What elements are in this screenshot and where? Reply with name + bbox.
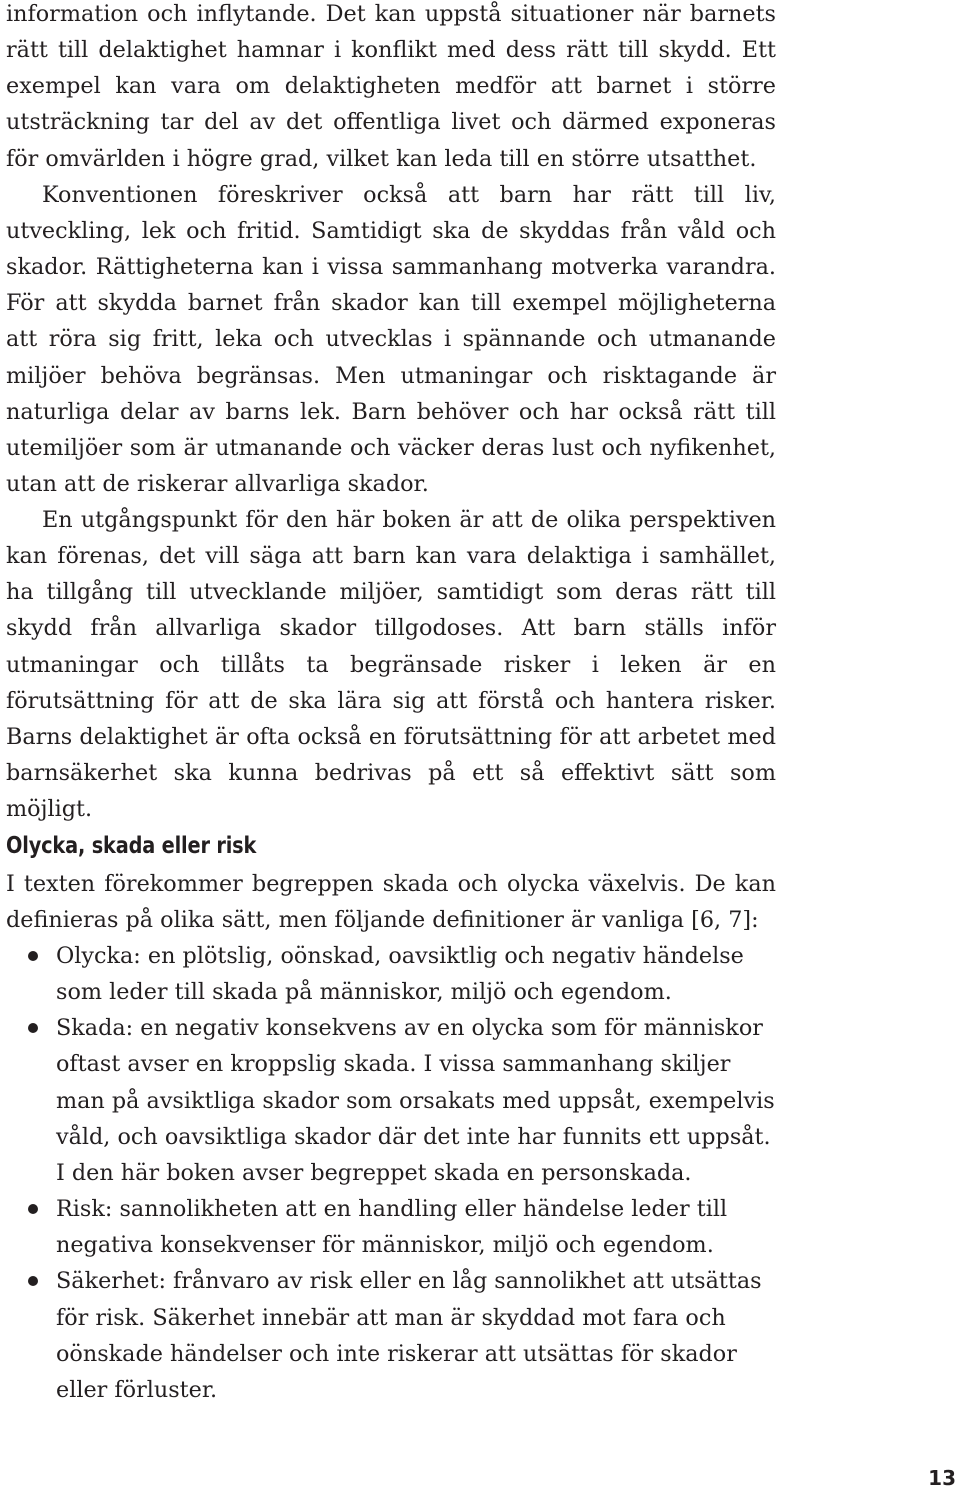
list-item-text: Säkerhet: frånvaro av risk eller en låg sannolikhet att utsättas för risk. Säkerhet innebär att man är skyddad mot fara och oönskade händelser och inte riskerar att utsättas för skador eller förluster. — [56, 1268, 762, 1403]
list-item — [6, 1263, 776, 1408]
text-block-definitions-intro — [6, 866, 776, 938]
paragraph: information och inflytande. Det kan uppstå situationer när barnets rätt till delaktighet hamnar i konflikt med dess rätt till skydd. Ett exempel kan vara om delaktigheten medför att barnet i större utsträckning tar del av det offentliga livet och därmed exponeras för omvärlden i högre grad, vilket kan leda till en större utsatthet. — [6, 1, 776, 172]
list-item-text: Risk: sannolikheten att en handling eller händelse leder till negativa konsekvenser för människor, miljö och egendom. — [56, 1196, 728, 1259]
list-item — [6, 1191, 776, 1263]
bullet-icon — [28, 1276, 38, 1286]
page-number: 13 — [928, 1466, 956, 1490]
bullet-icon — [28, 951, 38, 961]
bullet-icon — [28, 1204, 38, 1214]
list-item — [6, 1010, 776, 1191]
list-item — [6, 938, 776, 1010]
text-block-intro — [6, 0, 776, 502]
text-block-premise — [6, 502, 776, 827]
list-item-text: Skada: en negativ konsekvens av en olycka som för människor oftast avser en kroppslig skada. I vissa sammanhang skiljer man på avsiktliga skador som orsakats med uppsåt, exempelvis våld, och oavsiktliga skador där det inte har funnits ett uppsåt. I den här boken avser begreppet skada en personskada. — [56, 1015, 775, 1186]
definition-list — [6, 938, 776, 1408]
paragraph: I texten förekommer begreppen skada och olycka växelvis. De kan definieras på olika sätt, men följande definitioner är vanliga [6, 7]: — [6, 871, 776, 934]
paragraph: En utgångspunkt för den här boken är att de olika perspektiven kan förenas, det vill säga att barn kan vara delaktiga i samhället, ha tillgång till utvecklande miljöer, samtidigt som deras rätt till skydd från allvarliga skador tillgodoses. Att barn ställs inför utmaningar och tillåts ta begränsade risker i leken är en förutsättning för att de ska lära sig att förstå och hantera risker. Barns delaktighet är ofta också en förutsättning för att arbetet med barnsäkerhet ska kunna bedrivas på ett så effektivt sätt som möjligt. — [6, 507, 776, 823]
paragraph: Konventionen föreskriver också att barn har rätt till liv, utveckling, lek och fritid. Samtidigt ska de skyddas från våld och skador. Rättigheterna kan i vissa sammanhang motverka varandra. För att skydda barnet från skador kan till exempel möjligheterna att röra sig fritt, leka och utvecklas i spännande och utmanande miljöer behöva begränsas. Men utmaningar och risktagande är naturliga delar av barns lek. Barn behöver och har också rätt till utemiljöer som är utmanande och väcker deras lust och nyfikenhet, utan att de riskerar allvarliga skador. — [6, 181, 776, 498]
section-heading: Olycka, skada eller risk — [6, 833, 257, 859]
list-item-text: Olycka: en plötslig, oönskad, oavsiktlig och negativ händelse som leder till skada på människor, miljö och egendom. — [56, 943, 744, 1006]
bullet-icon — [28, 1023, 38, 1033]
